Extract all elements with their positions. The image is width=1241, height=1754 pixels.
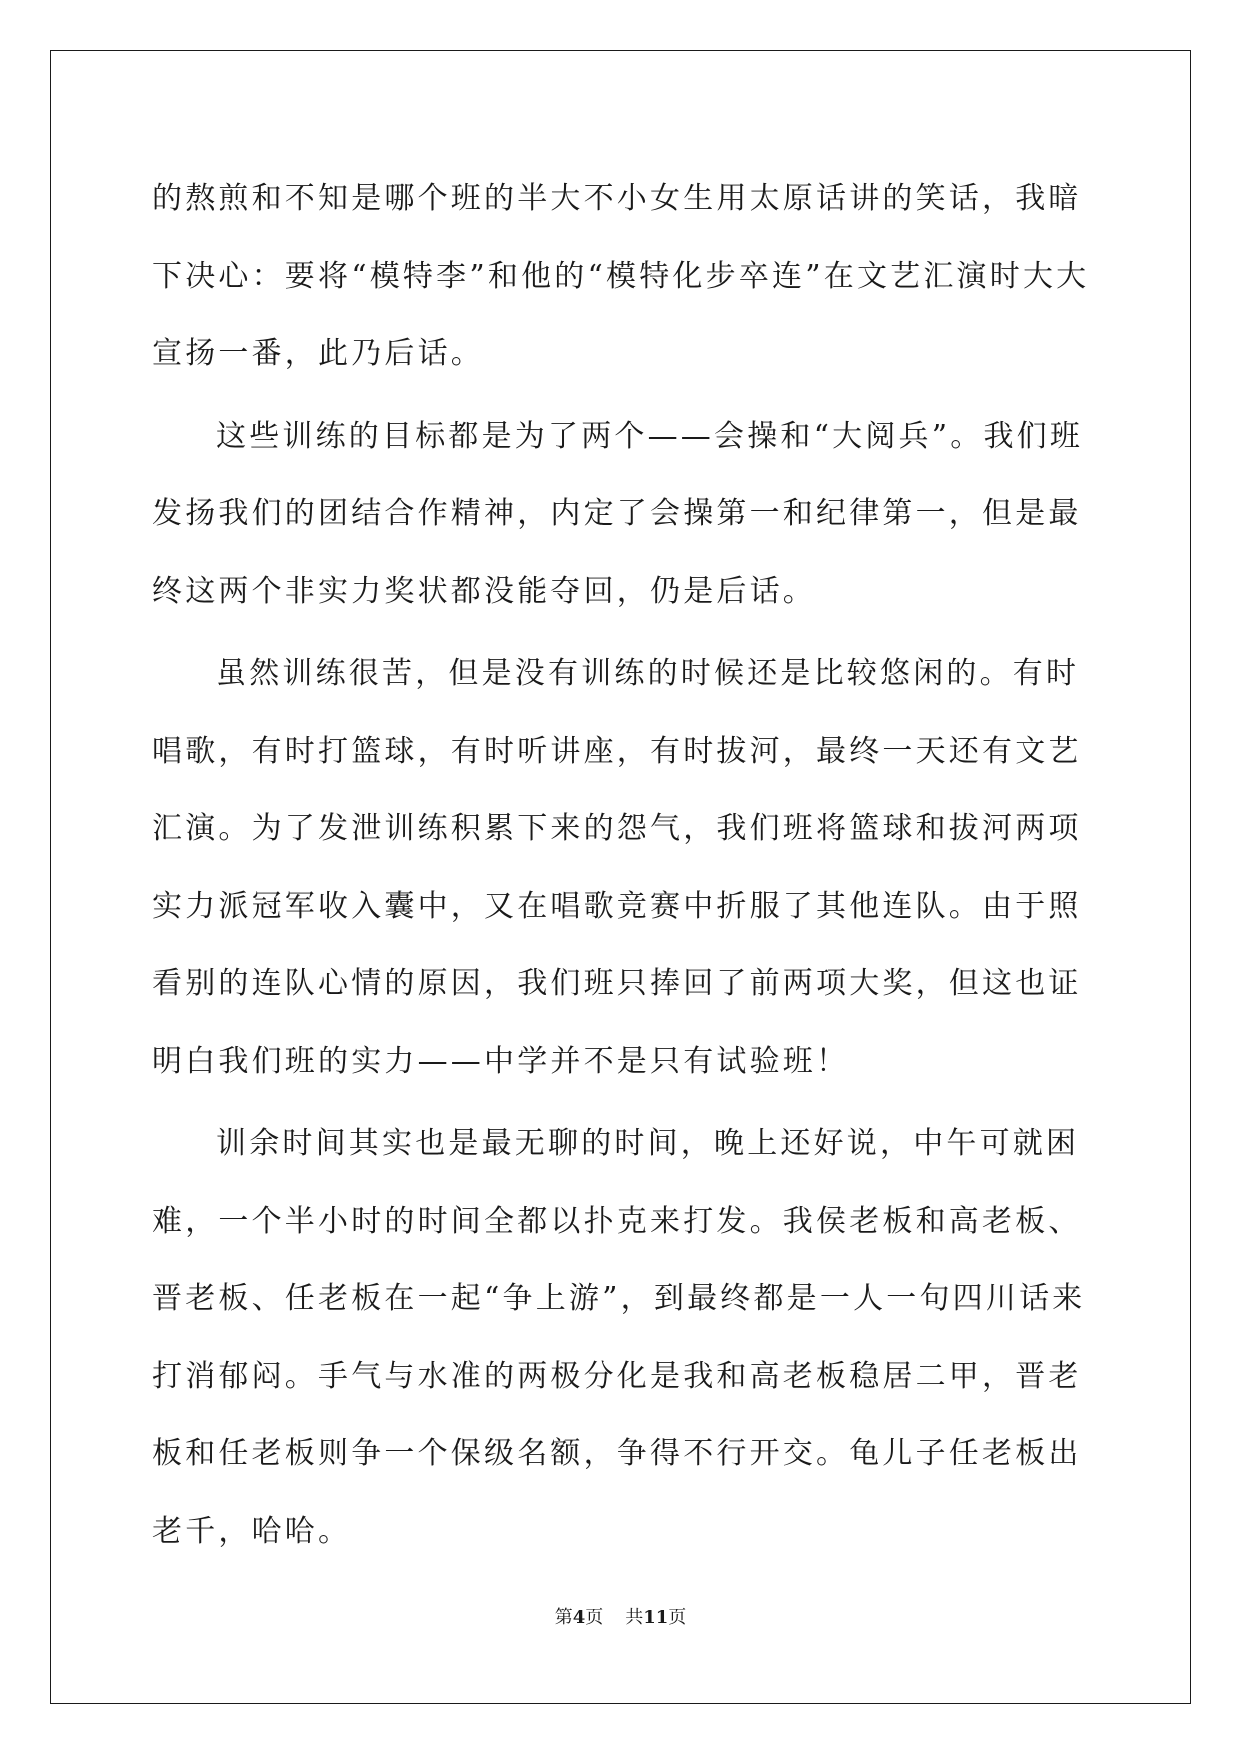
paragraph-4: 训余时间其实也是最无聊的时间，晚上还好说，中午可就困难，一个半小时的时间全都以扑克来打发。我侯老板和高老板、晋老板、任老板在一起“争上游”，到最终都是一人一句四川话来打消郁闷。手气与水准的两极分化是我和高老板稳居二甲，晋老板和任老板则争一个保级名额，争得不行开交。龟儿子任老板出老千，哈哈。 (152, 1126, 1086, 1549)
paragraph-2: 这些训练的目标都是为了两个——会操和“大阅兵”。我们班发扬我们的团结合作精神，内定了会操第一和纪律第一，但是最终这两个非实力奖状都没能夺回，仍是后话。 (152, 418, 1084, 609)
paragraph-3: 虽然训练很苦，但是没有训练的时候还是比较悠闲的。有时唱歌，有时打篮球，有时听讲座，有时拔河，最终一天还有文艺汇演。为了发泄训练积累下来的怨气，我们班将篮球和拔河两项实力派冠军收入囊中，又在唱歌竞赛中折服了其他连队。由于照看别的连队心情的原因，我们班只捧回了前两项大奖，但这也证明白我们班的实力——中学并不是只有试验班！ (152, 656, 1082, 1079)
page-suffix: 页 (585, 1607, 604, 1628)
total-suffix: 页 (668, 1607, 687, 1628)
page-footer (0, 1603, 1241, 1629)
total-pages: 11 (643, 1607, 669, 1628)
page-prefix: 第 (554, 1607, 573, 1628)
total-prefix: 共 (625, 1607, 644, 1628)
paragraph-1: 的熬煎和不知是哪个班的半大不小女生用太原话讲的笑话，我暗下决心：要将“模特李”和他的“模特化步卒连”在文艺汇演时大大宣扬一番，此乃后话。 (152, 181, 1090, 371)
document-body (152, 160, 1102, 1575)
page-number: 4 (572, 1607, 586, 1628)
